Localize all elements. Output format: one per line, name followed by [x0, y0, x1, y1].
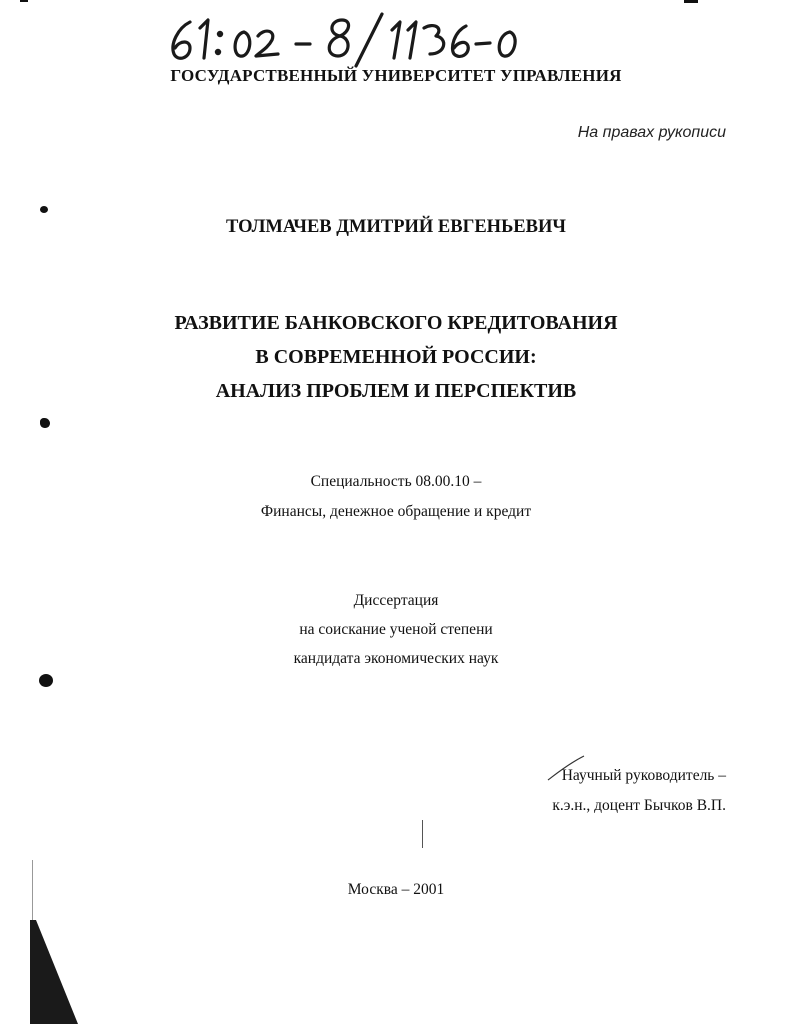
city-year: Москва – 2001: [347, 881, 445, 898]
title-line-1: РАЗВИТИЕ БАНКОВСКОГО КРЕДИТОВАНИЯ: [174, 312, 618, 334]
pen-mark-icon: [546, 754, 586, 784]
scan-artifact-line: [422, 820, 423, 848]
degree-line-2: на соискание ученой степени: [299, 621, 493, 638]
scan-artifact-speck: [684, 0, 698, 3]
archive-number-handwriting: [160, 8, 580, 68]
punch-hole-mark: [40, 206, 48, 213]
degree-line-3: кандидата экономических наук: [293, 650, 499, 667]
supervisor-role: Научный руководитель –: [561, 767, 726, 784]
specialty-name: Финансы, денежное обращение и кредит: [260, 503, 532, 520]
supervisor-name: к.э.н., доцент Бычков В.П.: [552, 797, 726, 814]
degree-block: [0, 586, 792, 673]
university-name: ГОСУДАРСТВЕННЫЙ УНИВЕРСИТЕТ УПРАВЛЕНИЯ: [170, 66, 622, 85]
scan-shadow-wedge: [30, 920, 90, 1024]
degree-line-1: Диссертация: [353, 592, 439, 609]
dissertation-title: [0, 306, 792, 408]
rights-note: На правах рукописи: [577, 124, 726, 141]
title-line-2: В СОВРЕМЕННОЙ РОССИИ:: [255, 346, 537, 368]
punch-hole-mark: [39, 674, 53, 687]
author-name: ТОЛМАЧЕВ ДМИТРИЙ ЕВГЕНЬЕВИЧ: [226, 217, 566, 237]
scan-artifact-speck: [20, 0, 28, 2]
handwriting-drawing: [160, 8, 580, 68]
specialty-code: Специальность 08.00.10 –: [310, 473, 482, 490]
punch-hole-mark: [40, 418, 50, 428]
specialty-block: [0, 467, 792, 527]
title-line-3: АНАЛИЗ ПРОБЛЕМ И ПЕРСПЕКТИВ: [215, 380, 577, 402]
